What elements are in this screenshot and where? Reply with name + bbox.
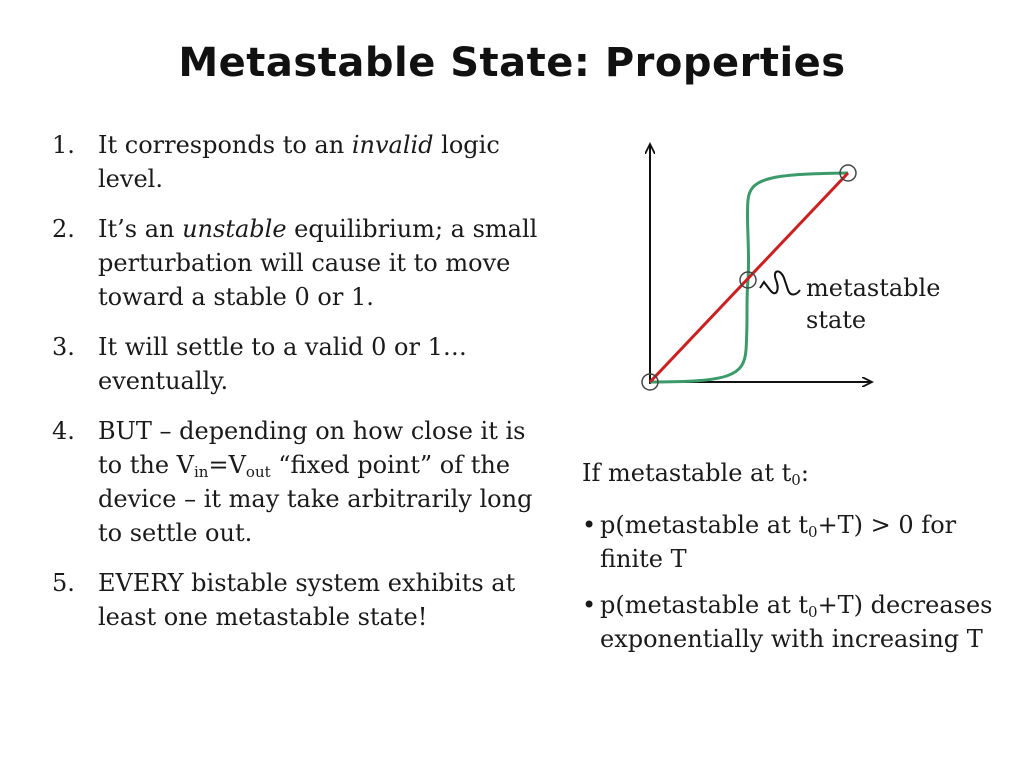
callout-line: state	[806, 306, 867, 334]
list-text: “fixed point” of the device – it may take arbitrarily long to settle out.	[98, 451, 533, 547]
list-text: It corresponds to an	[98, 131, 352, 159]
slide-title: Metastable State: Properties	[178, 40, 846, 86]
subscript: 0	[808, 523, 818, 541]
list-number: 3.	[52, 333, 75, 361]
subscript: 0	[808, 603, 818, 621]
callout-pointer	[760, 271, 800, 294]
bullet-text: p(metastable at t	[600, 591, 809, 619]
notes-heading	[582, 456, 1002, 490]
list-emphasis: invalid	[351, 131, 434, 159]
heading-text: If metastable at t	[582, 459, 792, 487]
list-item	[52, 414, 552, 550]
list-number: 5.	[52, 569, 75, 597]
list-item	[52, 128, 552, 196]
subscript: in	[194, 463, 209, 481]
metastable-callout	[806, 272, 940, 336]
list-text: It’s an	[98, 215, 183, 243]
list-text: equilibrium; a small perturbation will cause it to move toward a stable 0 or 1.	[98, 215, 538, 311]
list-text: It will settle to a valid 0 or 1… eventually.	[98, 333, 467, 395]
bullet-item	[582, 508, 1002, 576]
list-number: 1.	[52, 131, 75, 159]
list-number: 4.	[52, 417, 75, 445]
probability-notes	[582, 456, 1002, 668]
list-text: EVERY bistable system exhibits at least one metastable state!	[98, 569, 516, 631]
callout-line: metastable	[806, 274, 941, 302]
subscript: 0	[791, 471, 801, 489]
list-text: BUT – depending on how close it is to the V	[98, 417, 526, 479]
list-number: 2.	[52, 215, 75, 243]
bullet-text: +T) > 0 for finite T	[600, 511, 957, 573]
bullet-symbol: •	[582, 511, 597, 539]
list-item	[52, 212, 552, 314]
list-text: =V	[208, 451, 246, 479]
properties-list	[52, 128, 552, 650]
bullet-item	[582, 588, 1002, 656]
list-emphasis: unstable	[182, 215, 287, 243]
list-text: logic level.	[98, 131, 500, 193]
heading-text: :	[800, 459, 809, 487]
list-item	[52, 566, 552, 634]
subscript: out	[245, 463, 271, 481]
transfer-curve-diagram	[630, 130, 970, 410]
list-item	[52, 330, 552, 398]
bullet-text: +T) decreases exponentially with increasing T	[600, 591, 993, 653]
bullet-text: p(metastable at t	[600, 511, 809, 539]
bullet-symbol: •	[582, 591, 597, 619]
